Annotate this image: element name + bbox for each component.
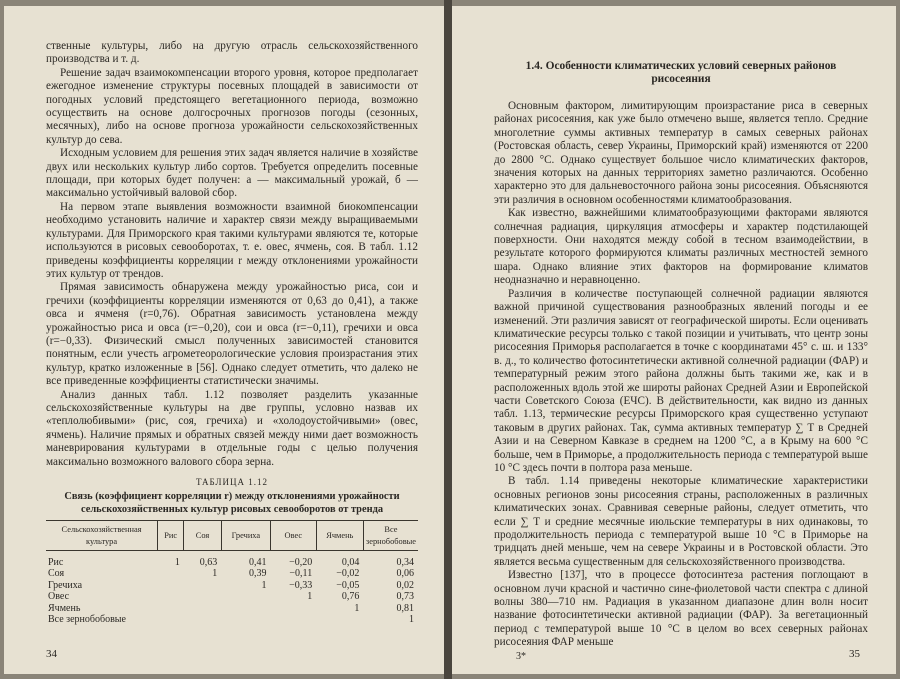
table-cell xyxy=(184,580,221,591)
table-cell: Гречиха xyxy=(48,579,83,591)
table-cell: −0,33 xyxy=(289,579,313,591)
table-cell xyxy=(158,603,184,614)
right-page xyxy=(452,6,896,674)
table-cell: 0,04 xyxy=(341,557,360,568)
column-header: Сельскохозяйственная культура xyxy=(46,521,158,551)
table-cell: 0,41 xyxy=(248,557,267,568)
paragraph: На первом этапе выявления возможности взаимной биокомпенсации необходимо установить наличие и характер связи между выращиваемыми культурами. Для Приморского края такими культурами являются те, которые используются в рисовых севооборотах, т. е. овес, ячмень, соя. В табл. 1.12 приведены коэффициенты корреляции r между отклонениями урожайности этих культур от трендов. xyxy=(46,200,418,280)
signature-mark: 3* xyxy=(516,651,526,662)
table-row xyxy=(46,591,418,602)
paragraph: Как известно, важнейшими климатообразующими факторами являются солнечная радиация, циркуляция атмосферы и характер подстилающей поверхности. Они находятся между собой в тесном взаимодействии, в результате которого формируются климаты различных местностей земного шара. Однако влияние этих факторов на формирование климатов неодназначно и неравноценно. xyxy=(494,207,868,287)
column-header: Все зернобобовые xyxy=(363,521,418,551)
table-cell xyxy=(221,603,270,614)
table-cell xyxy=(270,603,316,614)
table-cell: 1 xyxy=(354,602,360,614)
table-cell: 0,76 xyxy=(341,591,360,603)
table-cell: Все зернобобовые xyxy=(48,614,126,626)
table-row xyxy=(46,603,418,614)
table-cell xyxy=(158,614,184,625)
table-cell: 0,34 xyxy=(396,557,414,568)
paragraph: Анализ данных табл. 1.12 позволяет разделить указанные сельскохозяйственные культуры на две группы, условно назвав их «теплолюбивыми» (рис, соя, гречиха) и «холодоустойчивыми» (овес, ячмень). Наличие прямых и обратных связей между ними дает возможность маневрирования культурами в отдельные годы с целью получения максимально возможного валового сбора зерна. xyxy=(46,388,418,468)
table-cell xyxy=(158,580,184,591)
column-header: Ячмень xyxy=(316,521,363,551)
page-number: 35 xyxy=(849,648,860,660)
paragraph: Прямая зависимость обнаружена между урожайностью риса, сои и гречихи (коэффициенты корреляции изменяются от 0,63 до 0,41), а также овса и ячменя (r=0,76). Обратная зависимость установлена между урожайностью риса и овса (r=−0,20), сои и овса (r=−0,11), гречихи и овса (r=−0,33). Физический смысл полученных зависимостей становится понятным, если учесть агрометеорологические условия произрастания этих культур, кратко изложенные в [56]. Однако следует отметить, что далеко не все приведенные коэффициенты статистически значимы. xyxy=(46,281,418,388)
table-row xyxy=(46,580,418,591)
left-page xyxy=(4,6,444,674)
column-header: Рис xyxy=(158,521,184,551)
table-cell: 0,39 xyxy=(248,568,267,580)
table-cell: Рис xyxy=(48,557,64,568)
table-cell: Ячмень xyxy=(48,602,81,614)
table-cell xyxy=(184,591,221,602)
table-row xyxy=(46,551,418,569)
table-cell: 1 xyxy=(307,591,313,603)
column-header: Соя xyxy=(184,521,221,551)
table-cell: 0,63 xyxy=(199,557,218,568)
table-cell: 1 xyxy=(174,557,180,568)
table-cell xyxy=(158,568,184,579)
table-cell xyxy=(221,614,270,625)
table-cell: 0,06 xyxy=(396,568,414,580)
table-cell: 1 xyxy=(212,568,218,580)
paragraph: Решение задач взаимокомпенсации второго уровня, которое предполагает ежегодное изменение структуры посевных площадей в зависимости от погодных условий предстоящего вегетационного периода, возможно осуществить на основе долгосрочных прогнозов погоды (сезонных, месячных), либо на основе прогноза урожайности сельскохозяйственных культур до сева. xyxy=(46,66,418,146)
table-cell: 1 xyxy=(261,579,267,591)
table-cell: −0,02 xyxy=(336,568,360,580)
table-cell xyxy=(221,591,270,602)
table-row xyxy=(46,614,418,625)
table-cell xyxy=(316,614,363,625)
paragraph: ственные культуры, либо на другую отрасль сельскохозяйственного производства и т. д. xyxy=(46,40,418,66)
table-cell: 1 xyxy=(409,614,414,626)
table-cell xyxy=(184,603,221,614)
paragraph: Различия в количестве поступающей солнечной радиации являются важной причиной существования разнообразных явлений погоды и ее изменений. Эти различия зависят от географической широты. Если оценивать климатические ресурсы только с такой позиции и учитывать, что центр зоны рисосеяния Приморья располагается в точке с координатами 45° с. ш. и 133° в. д., то количество фотосинтетически активной солнечной радиации (ФАР) и температурный режим этого района должны быть такими же, как и в расположенных вдоль этой же широты районах Средней Азии и Европейской части Советского Союза (ЕЧС). В действительности, как видно из данных табл. 1.13, термические ресурсы Приморского края существенно уступают таковым в других районах. Так, сумма активных температур ∑ T в Средней Азии и на Северном Кавказе в среднем на 1200 °С, а в Крыму на 600 °С больше, чем в Приморье, а продолжительность периода с температурой выше 10 °С здесь почти в полтора раза меньше. xyxy=(494,287,868,474)
table-caption: ТАБЛИЦА 1.12 xyxy=(195,477,269,487)
table-cell: 0,81 xyxy=(396,602,414,614)
table-cell: −0,20 xyxy=(289,557,313,568)
table-title: Связь (коэффициент корреляции r) между отклонениями урожайности сельскохозяйственных культур рисовых севооборотов от тренда xyxy=(64,491,400,515)
table-cell xyxy=(158,591,184,602)
table-cell: Соя xyxy=(48,568,65,580)
column-header: Гречиха xyxy=(221,521,270,551)
table-cell: 0,73 xyxy=(396,591,414,603)
table-cell: 0,02 xyxy=(396,579,414,591)
table-cell xyxy=(270,614,316,625)
book-gutter xyxy=(444,0,452,679)
table-header-row xyxy=(46,521,418,551)
paragraph: В табл. 1.14 приведены некоторые климатические характеристики основных регионов зоны рисосеяния страны, расположенных в различных климатических зонах. Сравнивая северные районы, следует отметить, что если ∑ T и средние месячные июльские температуры в них одинаковы, то продолжительность периода с температурой выше 10 °С в Приморье на тридцать дней меньше, чем на севере Украины и в Ростовской области. Это является весьма существенным для сельскохозяйственного производства. xyxy=(494,475,868,568)
paragraph: Исходным условием для решения этих задач является наличие в хозяйстве двух или нескольких культур либо сортов. Требуется определить посевные площади, при которых будет получен: а — максимальный урожай, б — максимально устойчивый валовой сбор. xyxy=(46,147,418,200)
table-cell xyxy=(184,614,221,625)
table-cell: −0,05 xyxy=(336,579,360,591)
column-header: Овес xyxy=(270,521,316,551)
table-cell: −0,11 xyxy=(289,568,313,580)
correlation-table xyxy=(46,520,418,625)
paragraph: Основным фактором, лимитирующим произрастание риса в северных районах рисосеяния, как уже было отмечено выше, является тепло. Средние многолетние суммы активных температур в самых северных районах (Ростовская область, север Украины, Приморский край) изменяются от 2200 до 2800 °С. Однако существует большое число климатических факторов, значения которых на данных территориях заметно различаются. Особенно характерно это для дальневосточного района зоны рисосеяния. Объясняются эти различия в основном особенностями климатообразования. xyxy=(494,100,868,206)
table-row xyxy=(46,568,418,579)
section-heading: 1.4. Особенности климатических условий северных районов рисосеяния xyxy=(525,60,837,85)
paragraph: Известно [137], что в процессе фотосинтеза растения поглощают в основном лучи красной и частично сине-фиолетовой части спектра с длиной волны 380—710 нм. Радиация в указанном диапазоне длин волн носит название фотосинтетически активной радиации (ФАР). За вегетационный период с температурой выше 10 °С в целом во всех северных районах рисосеяния ФАР меньше xyxy=(494,569,868,649)
table-cell: Овес xyxy=(48,591,70,603)
page-number: 34 xyxy=(46,648,57,660)
